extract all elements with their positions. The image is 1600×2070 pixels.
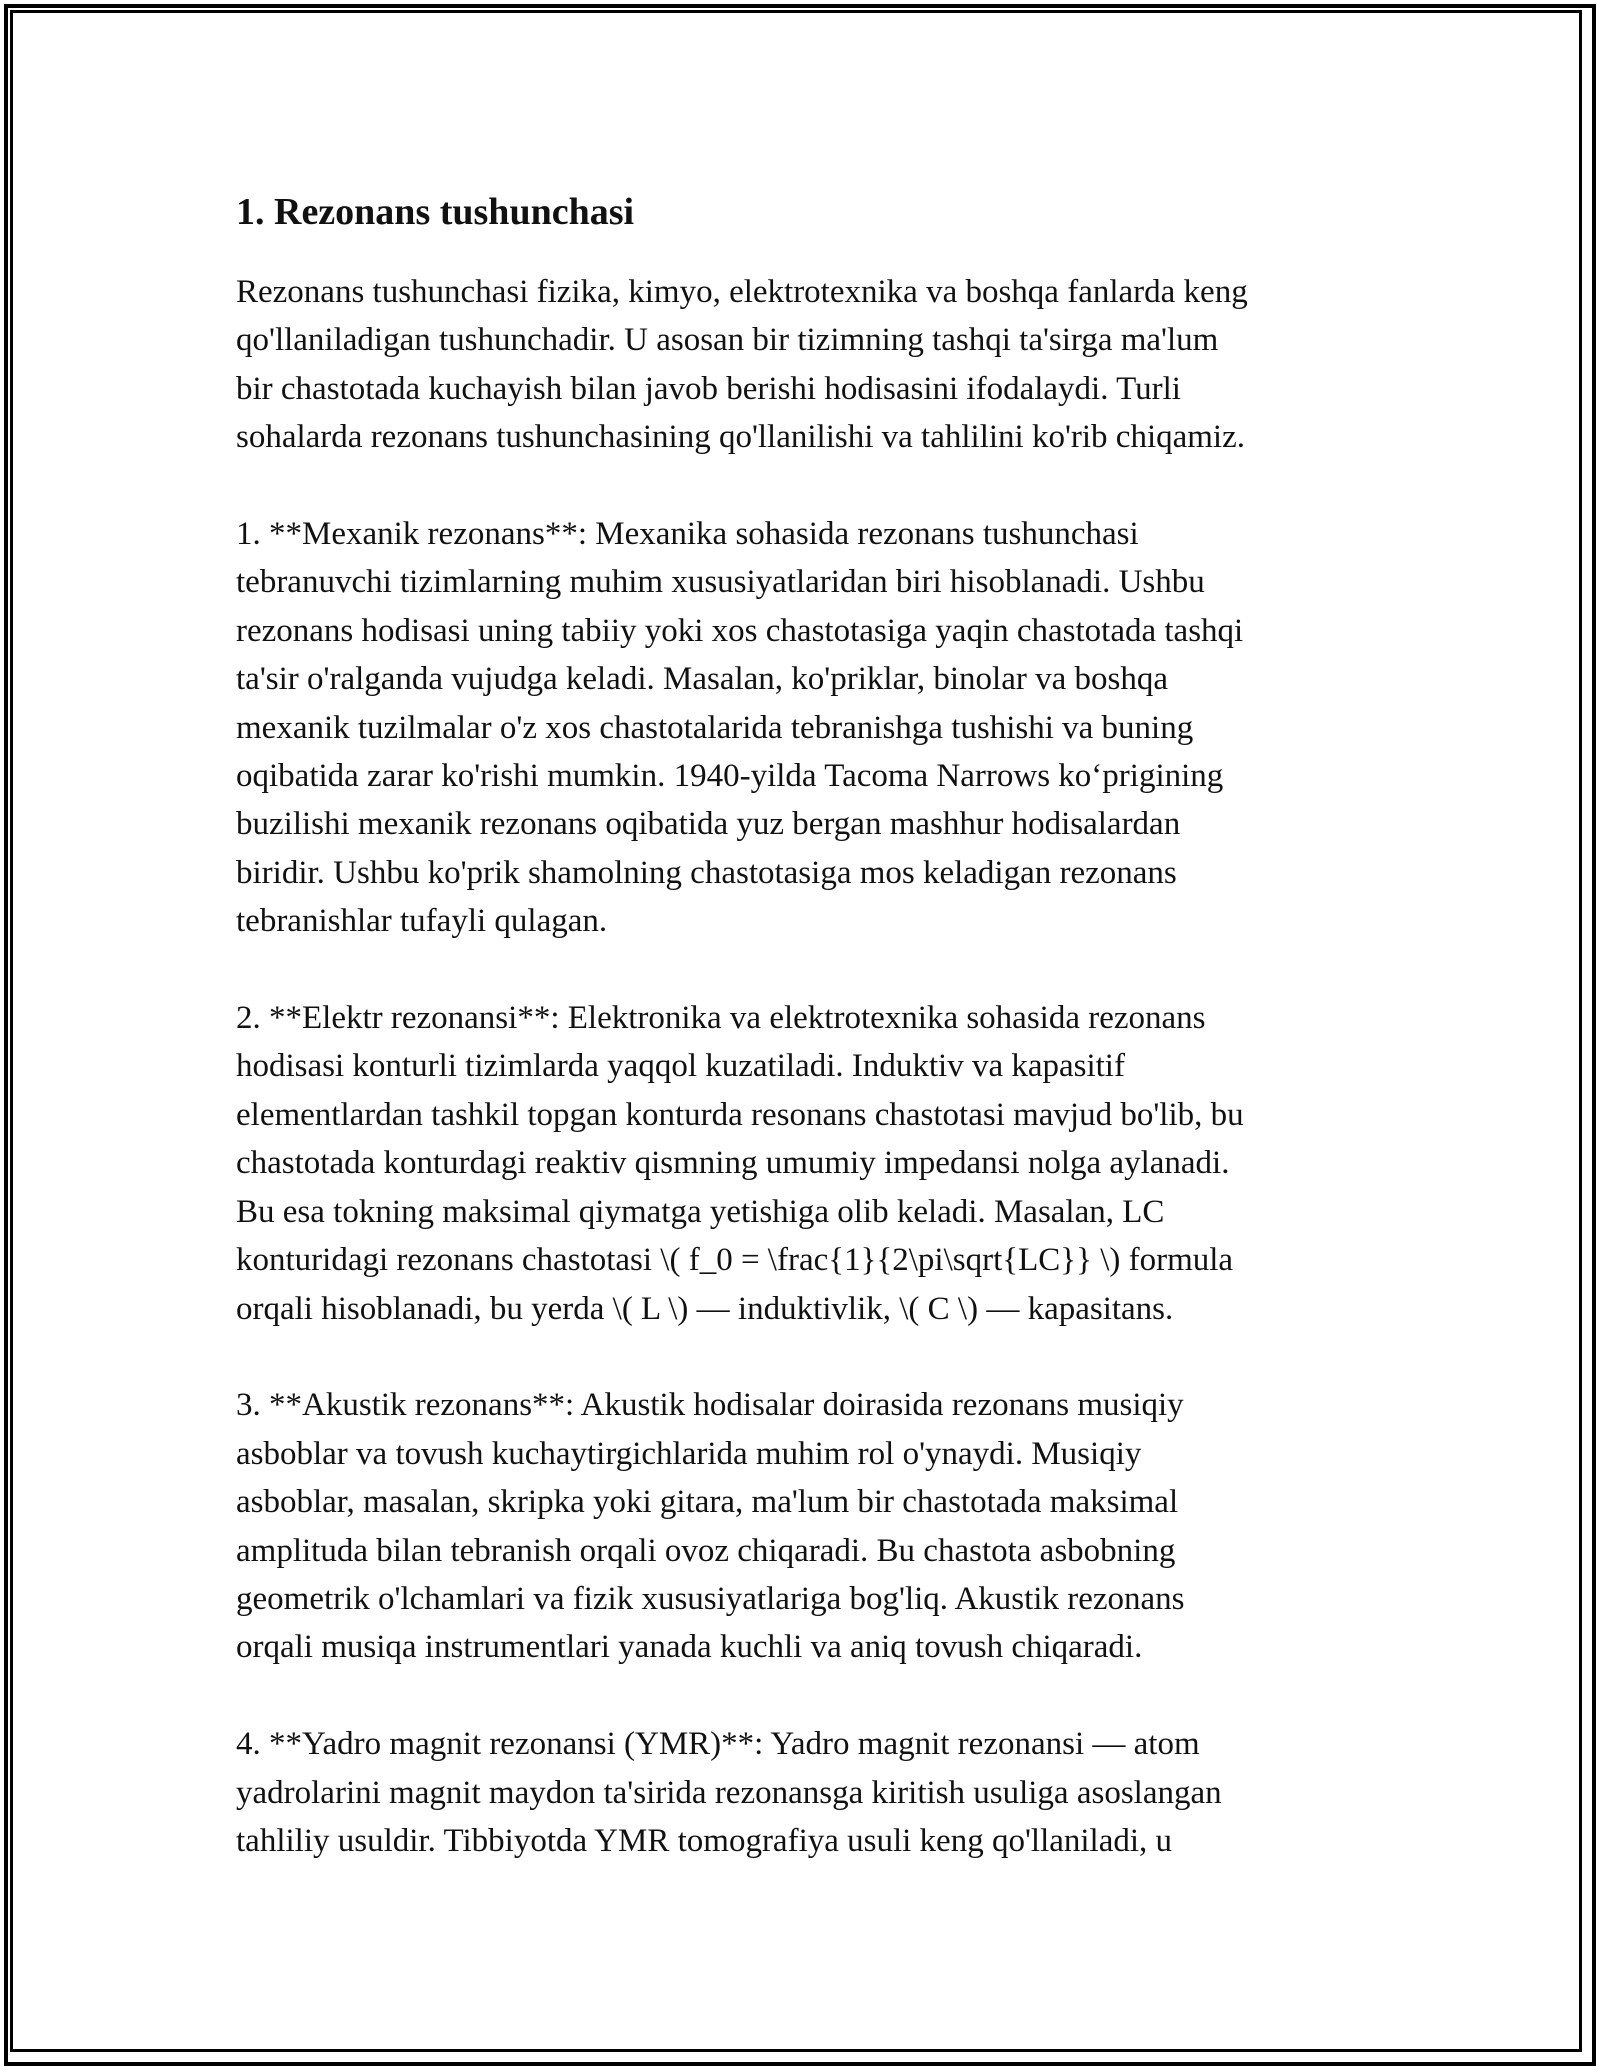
text-line: tebranuvchi tizimlarning muhim xususiyatlaridan biri hisoblanadi. Ushbu xyxy=(236,564,1205,601)
text-line: orqali musiqa instrumentlari yanada kuchli va aniq tovush chiqaradi. xyxy=(236,1629,1143,1666)
text-line: qo'llaniladigan tushunchadir. U asosan bir tizimning tashqi ta'sirga ma'lum xyxy=(236,322,1219,359)
text-line: 2. **Elektr rezonansi**: Elektronika va elektrotexnika sohasida rezonans xyxy=(236,1000,1206,1037)
paragraph-acoustic-resonance xyxy=(236,1381,1366,1671)
text-line: ta'sir o'ralganda vujudga keladi. Masalan, ko'priklar, binolar va boshqa xyxy=(236,661,1168,698)
text-line: oqibatida zarar ko'rishi mumkin. 1940-yilda Tacoma Narrows ko‘prigining xyxy=(236,758,1224,795)
text-line: hodisasi konturli tizimlarda yaqqol kuzatiladi. Induktiv va kapasitif xyxy=(236,1048,1125,1085)
text-line: sohalarda rezonans tushunchasining qo'llanilishi va tahlilini ko'rib chiqamiz. xyxy=(236,419,1245,456)
text-line: elementlardan tashkil topgan konturda resonans chastotasi mavjud bo'lib, bu xyxy=(236,1096,1244,1133)
text-line: geometrik o'lchamlari va fizik xususiyatlariga bog'liq. Akustik rezonans xyxy=(236,1580,1185,1617)
text-line: rezonans hodisasi uning tabiiy yoki xos chastotasiga yaqin chastotada tashqi xyxy=(236,612,1244,649)
text-line: asboblar, masalan, skripka yoki gitara, ma'lum bir chastotada maksimal xyxy=(236,1484,1179,1521)
paragraph-electric-resonance xyxy=(236,994,1366,1333)
text-line: Rezonans tushunchasi fizika, kimyo, elektrotexnika va boshqa fanlarda keng xyxy=(236,274,1248,310)
paragraph-intro xyxy=(236,268,1366,462)
text-line: chastotada konturdagi reaktiv qismning umumiy impedansi nolga aylanadi. xyxy=(236,1145,1230,1182)
text-line: tahliliy usuldir. Tibbiyotda YMR tomografiya usuli keng qo'llaniladi, u xyxy=(236,1822,1173,1859)
text-line: orqali hisoblanadi, bu yerda \( L \) — induktivlik, \( C \) — kapasitans. xyxy=(236,1290,1174,1327)
document-body xyxy=(236,186,1366,1914)
text-line: buzilishi mexanik rezonans oqibatida yuz bergan mashhur hodisalardan xyxy=(236,806,1181,843)
text-line: biridir. Ushbu ko'prik shamolning chastotasiga mos keladigan rezonans xyxy=(236,854,1177,891)
paragraph-mechanical-resonance xyxy=(236,510,1366,946)
text-line: 3. **Akustik rezonans**: Akustik hodisalar doirasida rezonans musiqiy xyxy=(236,1387,1184,1424)
text-line: 1. **Mexanik rezonans**: Mexanika sohasida rezonans tushunchasi xyxy=(236,516,1139,553)
text-line: bir chastotada kuchayish bilan javob berishi hodisasini ifodalaydi. Turli xyxy=(236,370,1181,407)
text-line: asboblar va tovush kuchaytirgichlarida muhim rol o'ynaydi. Musiqiy xyxy=(236,1435,1142,1472)
text-line: 4. **Yadro magnit rezonansi (YMR)**: Yadro magnit rezonansi — atom xyxy=(236,1726,1200,1763)
text-line: Bu esa tokning maksimal qiymatga yetishiga olib keladi. Masalan, LC xyxy=(236,1193,1165,1230)
text-line: yadrolarini magnit maydon ta'sirida rezonansga kiritish usuliga asoslangan xyxy=(236,1774,1222,1811)
text-line: amplituda bilan tebranish orqali ovoz chiqaradi. Bu chastota asbobning xyxy=(236,1532,1176,1569)
text-line: konturidagi rezonans chastotasi \( f_0 = \frac{1}{2\pi\sqrt{LC}} \) formula xyxy=(236,1242,1234,1279)
text-line: mexanik tuzilmalar o'z xos chastotalarida tebranishga tushishi va buning xyxy=(236,709,1194,746)
section-heading: 1. Rezonans tushunchasi xyxy=(236,191,635,233)
paragraph-nmr xyxy=(236,1720,1366,1865)
text-line: tebranishlar tufayli qulagan. xyxy=(236,903,608,940)
